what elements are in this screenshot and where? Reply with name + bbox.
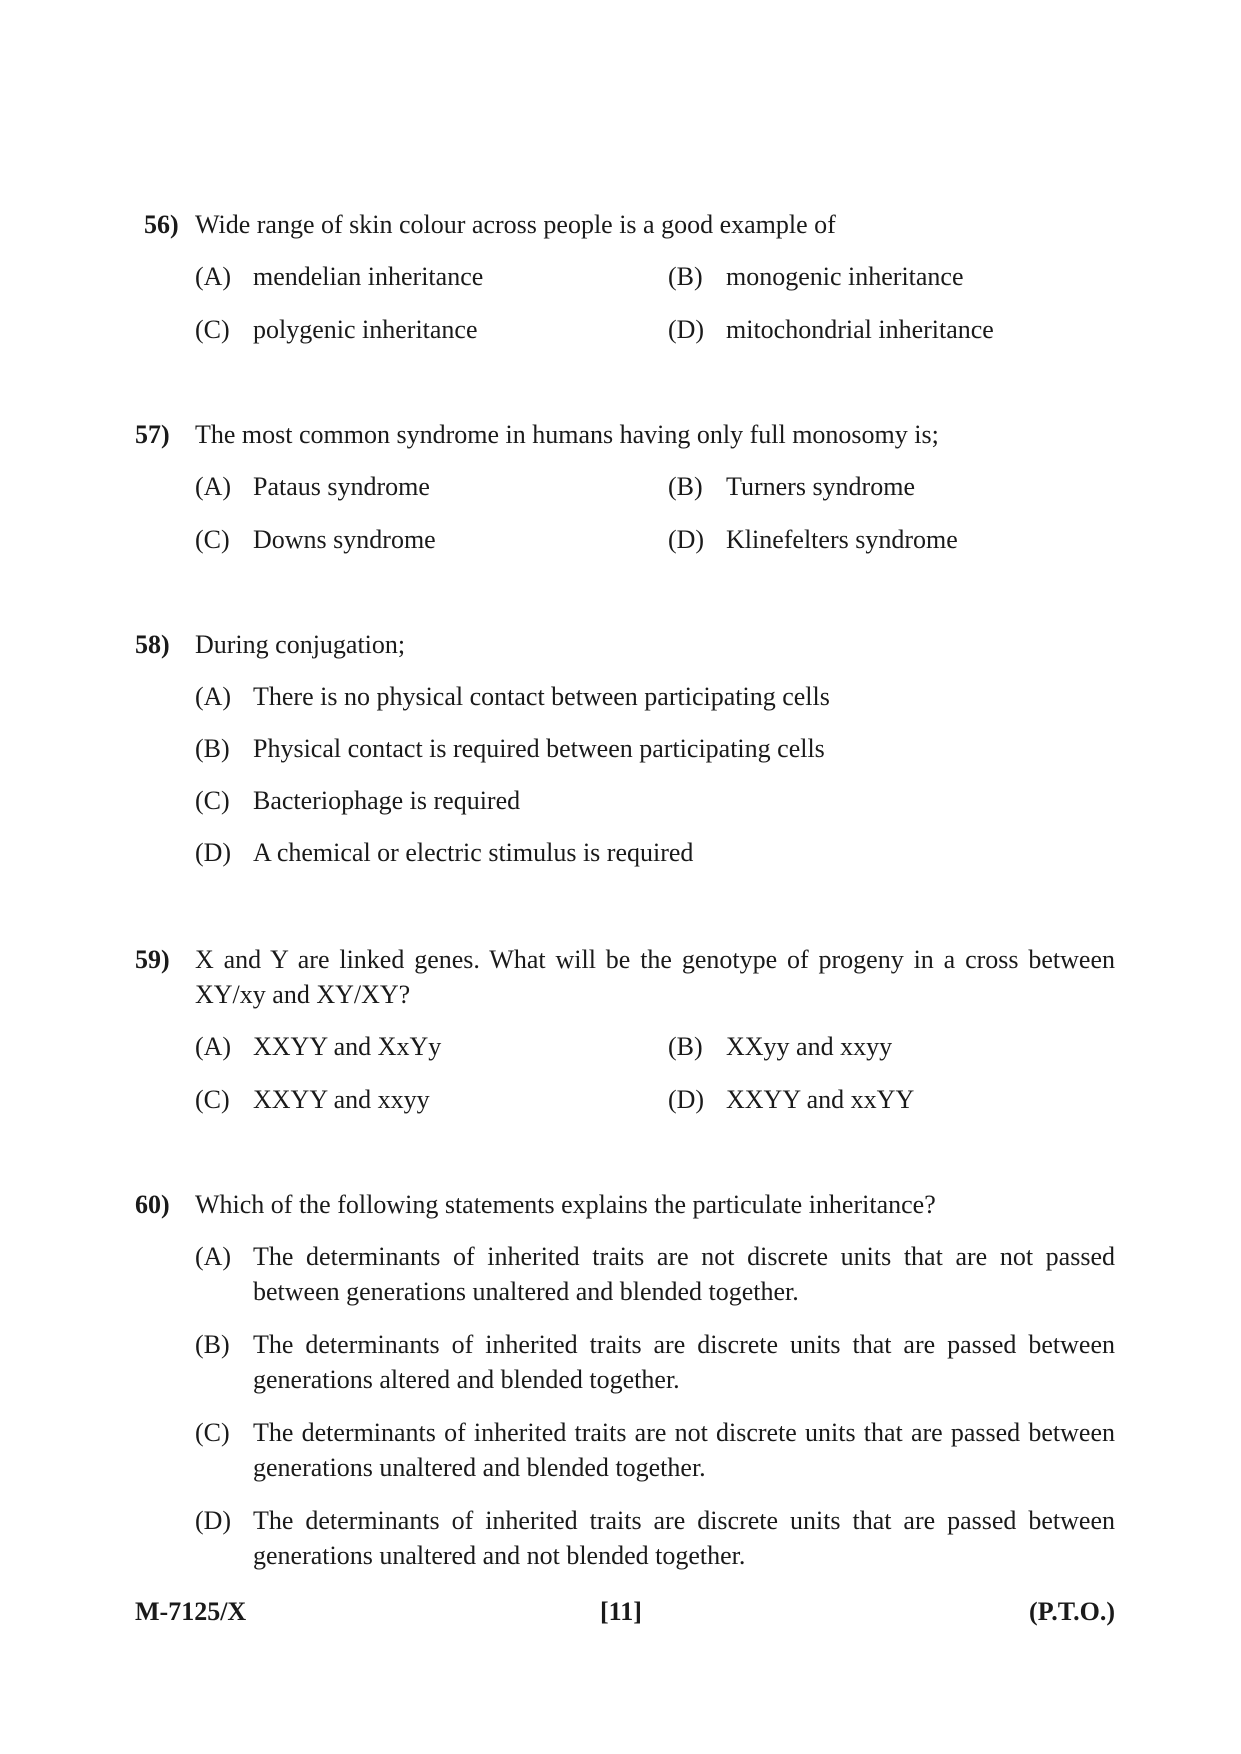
option-c (195, 1082, 668, 1117)
option-letter: (B) (195, 1330, 230, 1359)
question-text: X and Y are linked genes. What will be the genotype of progeny in a cross between XY/xy and XY/XY? (195, 945, 1115, 1009)
option-text: monogenic inheritance (726, 262, 964, 291)
option-d (195, 835, 1115, 870)
option-letter: (B) (668, 1032, 703, 1061)
question-text: During conjugation; (195, 630, 406, 659)
question-header (135, 417, 1115, 452)
question-58 (135, 627, 1115, 887)
option-text: The determinants of inherited traits are not discrete units that are not passed between generations unaltered and blended together. (253, 1242, 1115, 1306)
option-b (668, 469, 1108, 504)
option-b (668, 259, 1108, 294)
option-letter: (A) (195, 1242, 232, 1271)
option-letter: (D) (668, 525, 705, 554)
option-text: The determinants of inherited traits are not discrete units that are passed between generations unaltered and blended together. (253, 1418, 1115, 1482)
option-text: Physical contact is required between participating cells (253, 734, 825, 763)
question-number: 59) (135, 945, 170, 974)
option-b (195, 1327, 1115, 1397)
option-letter: (A) (195, 262, 232, 291)
question-56 (135, 207, 1115, 347)
question-number: 60) (135, 1190, 170, 1219)
option-letter: (B) (668, 262, 703, 291)
option-letter: (B) (668, 472, 703, 501)
option-a (195, 1239, 1115, 1309)
question-60 (135, 1187, 1115, 1591)
option-letter: (A) (195, 682, 232, 711)
option-text: Pataus syndrome (253, 472, 430, 501)
option-c (195, 1415, 1115, 1485)
page-number: [11] (600, 1597, 642, 1626)
option-text: The determinants of inherited traits are discrete units that are passed between generations unaltered and not blended together. (253, 1506, 1115, 1570)
option-d (668, 1082, 1108, 1117)
option-a (195, 469, 668, 504)
question-text: Which of the following statements explains the particulate inheritance? (195, 1190, 936, 1219)
option-b (195, 731, 1115, 766)
option-text: mitochondrial inheritance (726, 315, 994, 344)
option-letter: (A) (195, 1032, 232, 1061)
option-letter: (D) (668, 315, 705, 344)
option-text: XXYY and XxYy (253, 1032, 442, 1061)
question-header (135, 1187, 1115, 1222)
question-number: 57) (135, 420, 170, 449)
option-text: Bacteriophage is required (253, 786, 521, 815)
option-letter: (D) (195, 838, 232, 867)
option-text: The determinants of inherited traits are discrete units that are passed between generations altered and blended together. (253, 1330, 1115, 1394)
option-text: XXyy and xxyy (726, 1032, 893, 1061)
options-grid (195, 469, 1115, 557)
question-text: The most common syndrome in humans having only full monosomy is; (195, 420, 939, 449)
question-header (135, 627, 1115, 662)
paper-code: M-7125/X (135, 1597, 247, 1626)
option-letter: (D) (668, 1085, 705, 1114)
option-b (668, 1029, 1108, 1064)
option-text: mendelian inheritance (253, 262, 484, 291)
pto-note: (P.T.O.) (1029, 1597, 1115, 1626)
question-number: 56) (144, 210, 179, 239)
option-a (195, 1029, 668, 1064)
question-57 (135, 417, 1115, 557)
option-letter: (C) (195, 1085, 230, 1114)
options-list (195, 1239, 1115, 1573)
options-grid (195, 259, 1115, 347)
option-text: A chemical or electric stimulus is required (253, 838, 694, 867)
option-letter: (C) (195, 786, 230, 815)
option-letter: (B) (195, 734, 230, 763)
option-letter: (D) (195, 1506, 232, 1535)
option-text: Downs syndrome (253, 525, 436, 554)
option-text: Turners syndrome (726, 472, 915, 501)
option-c (195, 312, 668, 347)
question-text: Wide range of skin colour across people is a good example of (195, 210, 836, 239)
option-text: Klinefelters syndrome (726, 525, 958, 554)
option-letter: (C) (195, 315, 230, 344)
option-letter: (A) (195, 472, 232, 501)
option-c (195, 522, 668, 557)
option-text: There is no physical contact between participating cells (253, 682, 830, 711)
question-59 (135, 942, 1115, 1117)
question-header (135, 207, 1115, 242)
question-header (135, 942, 1115, 1012)
option-a (195, 259, 668, 294)
option-d (668, 312, 1108, 347)
options-grid (195, 1029, 1115, 1117)
option-d (668, 522, 1108, 557)
option-d (195, 1503, 1115, 1573)
option-letter: (C) (195, 1418, 230, 1447)
question-number: 58) (135, 630, 170, 659)
option-text: XXYY and xxYY (726, 1085, 915, 1114)
options-list (195, 679, 1115, 870)
option-c (195, 783, 1115, 818)
option-letter: (C) (195, 525, 230, 554)
option-text: polygenic inheritance (253, 315, 478, 344)
option-a (195, 679, 1115, 714)
option-text: XXYY and xxyy (253, 1085, 430, 1114)
